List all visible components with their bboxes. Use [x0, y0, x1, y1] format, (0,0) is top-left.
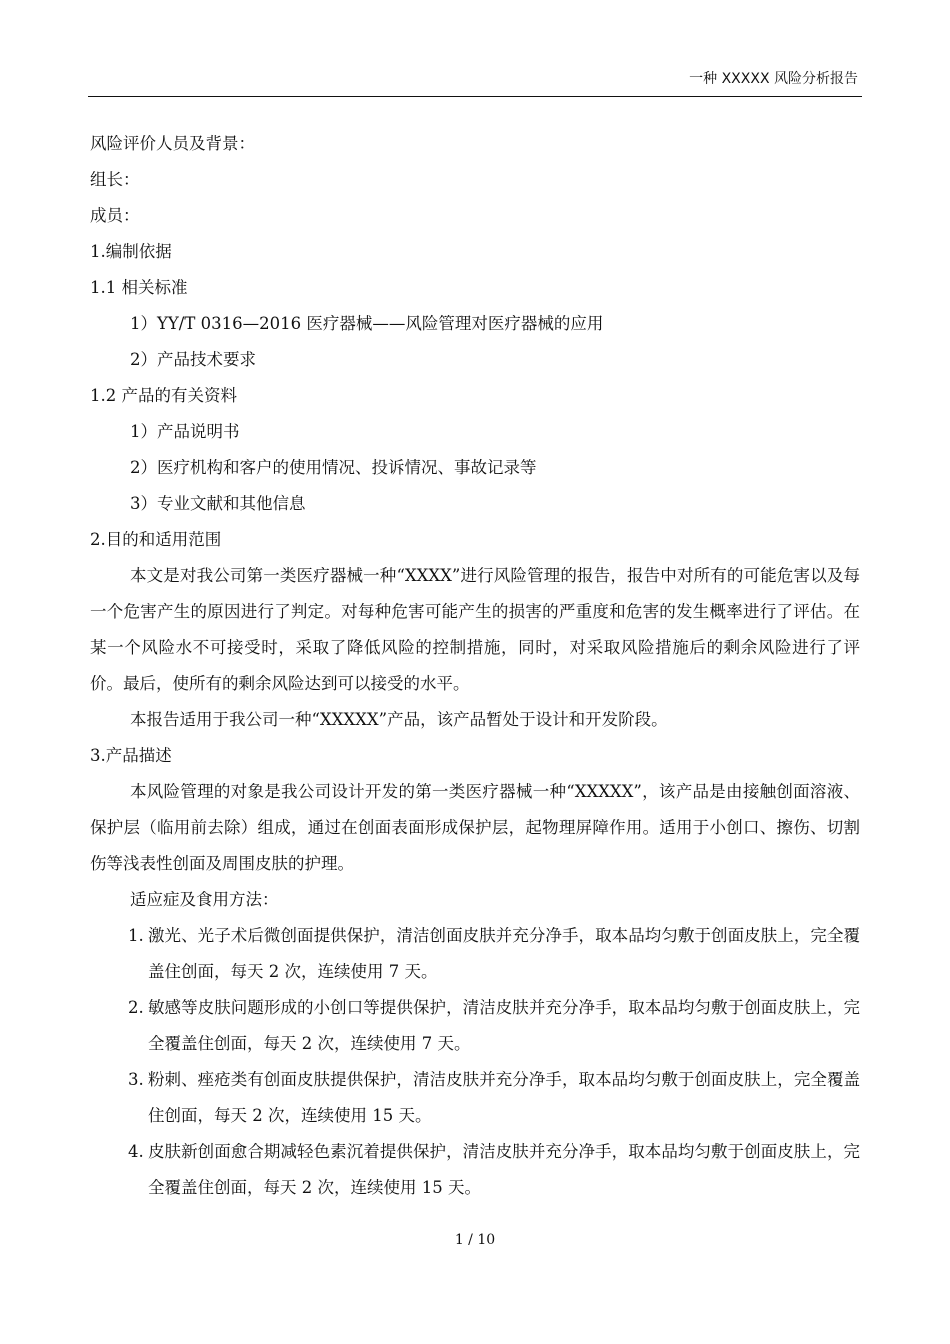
section2-paragraph: 本报告适用于我公司一种“XXXXX”产品，该产品暂处于设计和开发阶段。: [130, 710, 668, 729]
list-number: 2.: [128, 998, 144, 1017]
document-body: [90, 126, 860, 1206]
list-item: [90, 990, 860, 1062]
list-item: [90, 918, 860, 990]
list-text: 粉刺、痤疮类有创面皮肤提供保护，清洁皮肤并充分净手，取本品均匀敷于创面皮肤上，完全覆盖住创面，每天 2 次，连续使用 15 天。: [148, 1070, 860, 1125]
list-item: [90, 1062, 860, 1134]
indications-heading: 适应症及食用方法：: [130, 890, 279, 909]
list-text: 激光、光子术后微创面提供保护，清洁创面皮肤并充分净手，取本品均匀敷于创面皮肤上，完全覆盖住创面，每天 2 次，连续使用 7 天。: [148, 926, 860, 981]
list-number: 4.: [128, 1142, 144, 1161]
section3-paragraph: 本风险管理的对象是我公司设计开发的第一类医疗器械一种“XXXXX”，该产品是由接触创面溶液、保护层（临用前去除）组成，通过在创面表面形成保护层，起物理屏障作用。适用于小创口、擦伤、切割伤等浅表性创面及周围皮肤的护理。: [90, 782, 860, 873]
section2-heading: 2.目的和适用范围: [90, 530, 222, 549]
material-item: 3）专业文献和其他信息: [130, 494, 306, 513]
evaluators-heading: 风险评价人员及背景：: [90, 134, 255, 153]
standard-item: 1）YY/T 0316—2016 医疗器械——风险管理对医疗器械的应用: [130, 314, 604, 333]
list-item: [90, 1134, 860, 1206]
standard-item: 2）产品技术要求: [130, 350, 256, 369]
list-text: 敏感等皮肤问题形成的小创口等提供保护，清洁皮肤并充分净手，取本品均匀敷于创面皮肤上，完全覆盖住创面，每天 2 次，连续使用 7 天。: [148, 998, 860, 1053]
members-label: 成员：: [90, 206, 140, 225]
section1-heading: 1.编制依据: [90, 242, 172, 261]
material-item: 1）产品说明书: [130, 422, 240, 441]
section1-1-heading: 1.1 相关标准: [90, 278, 188, 297]
section2-paragraph: 本文是对我公司第一类医疗器械一种“XXXX”进行风险管理的报告，报告中对所有的可能危害以及每一个危害产生的原因进行了判定。对每种危害可能产生的损害的严重度和危害的发生概率进行了评估。在某一个风险水不可接受时，采取了降低风险的控制措施，同时，对采取风险措施后的剩余风险进行了评价。最后，使所有的剩余风险达到可以接受的水平。: [90, 566, 860, 693]
leader-label: 组长：: [90, 170, 140, 189]
list-text: 皮肤新创面愈合期减轻色素沉着提供保护，清洁皮肤并充分净手，取本品均匀敷于创面皮肤上，完全覆盖住创面，每天 2 次，连续使用 15 天。: [148, 1142, 860, 1197]
material-item: 2）医疗机构和客户的使用情况、投诉情况、事故记录等: [130, 458, 537, 477]
list-number: 1.: [128, 926, 144, 945]
page-header-title: 一种 XXXXX 风险分析报告: [689, 71, 858, 87]
section3-heading: 3.产品描述: [90, 746, 172, 765]
page-number: 1 / 10: [454, 1232, 496, 1248]
list-number: 3.: [128, 1070, 144, 1089]
section1-2-heading: 1.2 产品的有关资料: [90, 386, 237, 405]
header-rule: [88, 96, 862, 97]
